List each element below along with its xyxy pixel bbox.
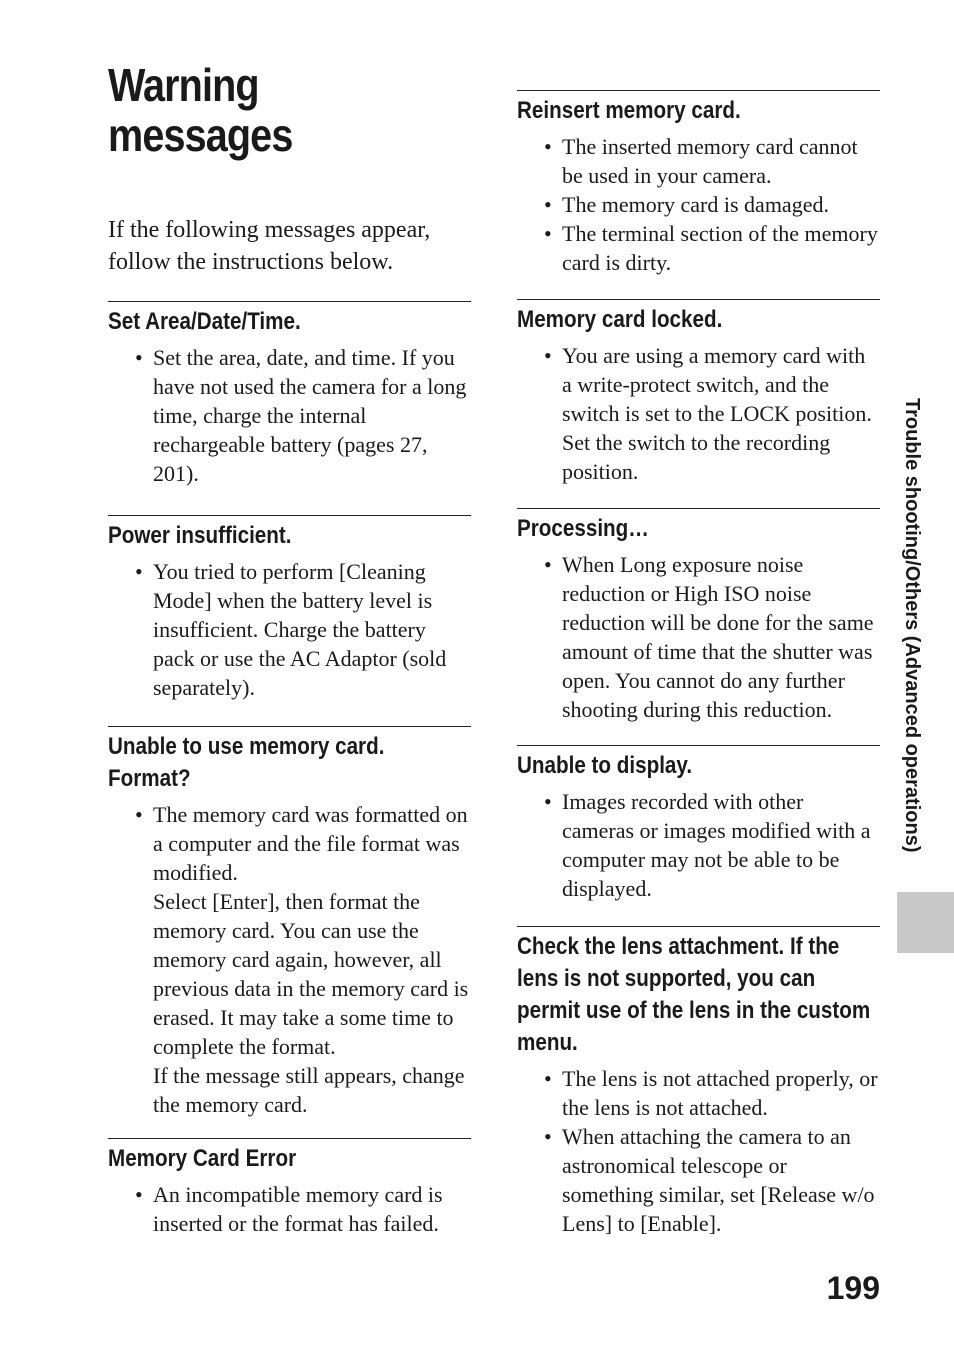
instruction-item [108,1180,471,1238]
instruction-list [108,1180,471,1238]
message-section-processing [517,508,880,724]
message-heading: Unable to display. [517,752,693,779]
instruction-text: You tried to perform [Cleaning Mode] when the battery level is insufficient. Charge the battery pack or use the AC Adaptor (sold separately). [153,559,447,700]
message-section-memory-card-error [108,1138,471,1238]
instruction-text: You are using a memory card with a write-protect switch, and the switch is set to the LOCK position. Set the switch to the recording position. [562,343,872,484]
side-tab-label: Trouble shooting/Others (Advanced operations) [901,398,923,853]
instruction-text: When attaching the camera to an astronomical telescope or something similar, set [Release w/o Lens] to [Enable]. [562,1124,875,1236]
instruction-list [108,800,471,1119]
bullet-icon: • [135,559,143,584]
left-column [108,301,471,1238]
instruction-item [517,341,880,486]
instruction-text: When Long exposure noise reduction or High ISO noise reduction will be done for the same amount of time that the shutter was open. You cannot do any further shooting during this reduction. [562,552,874,722]
instruction-text: The memory card is damaged. [562,192,829,217]
instruction-text: The memory card was formatted on a computer and the file format was modified. [153,802,468,885]
message-heading: Power insufficient. [108,522,292,549]
section-index-tab [897,892,954,953]
instruction-text: The terminal section of the memory card is dirty. [562,221,878,275]
page-title-line-2: messages [108,109,293,161]
message-section-unable-to-display [517,745,880,903]
message-heading: Processing… [517,515,649,542]
instruction-item [517,219,880,277]
message-heading: Memory card locked. [517,306,723,333]
instruction-item [517,787,880,903]
intro-text: If the following messages appear, follow the instructions below. [108,217,431,275]
instruction-item [517,1064,880,1122]
bullet-icon: • [135,345,143,370]
right-column [517,90,880,1238]
bullet-icon: • [544,192,552,217]
bullet-icon: • [544,221,552,246]
bullet-icon: • [544,552,552,577]
message-heading: Check the lens attachment. If the lens is not supported, you can permit use of the lens in the custom menu. [517,933,871,1056]
instruction-list [108,343,471,488]
instruction-list [517,1064,880,1238]
message-section-check-the-lens-attachment-if-the-lens-is [517,926,880,1238]
page-title-line-1: Warning [108,59,259,111]
message-heading: Set Area/Date/Time. [108,308,301,335]
instruction-item [108,557,471,702]
instruction-text: An incompatible memory card is inserted or the format has failed. [153,1182,443,1236]
instruction-text: The inserted memory card cannot be used in your camera. [562,134,858,188]
message-heading: Reinsert memory card. [517,97,741,124]
bullet-icon: • [135,802,143,827]
instruction-list [517,550,880,724]
instruction-item [517,550,880,724]
bullet-icon: • [544,789,552,814]
instruction-list [517,787,880,903]
bullet-icon: • [544,1124,552,1149]
bullet-icon: • [135,1182,143,1207]
message-section-power-insufficient [108,515,471,702]
instruction-item [517,132,880,190]
page-number: 199 [826,1270,880,1306]
instruction-text: Set the area, date, and time. If you have not used the camera for a long time, charge the internal rechargeable battery (pages 27, 201). [153,345,467,486]
instruction-list [517,341,880,486]
instruction-item [108,343,471,488]
instruction-item [108,800,471,1119]
page-title [108,60,292,160]
instruction-text: Select [Enter], then format the memory card. You can use the memory card again, however, all previous data in the memory card is erased. It may take a some time to complete the format. [153,889,469,1059]
message-heading: Unable to use memory card. Format? [108,733,385,792]
bullet-icon: • [544,134,552,159]
side-tab [886,398,926,868]
message-section-unable-to-use-memory-card-format [108,726,471,1119]
instruction-text: The lens is not attached properly, or the lens is not attached. [562,1066,878,1120]
instruction-list [517,132,880,277]
instruction-item [517,190,880,219]
message-section-set-area-date-time [108,301,471,488]
bullet-icon: • [544,343,552,368]
instruction-text: Images recorded with other cameras or images modified with a computer may not be able to be displayed. [562,789,871,901]
message-section-reinsert-memory-card [517,90,880,277]
message-section-memory-card-locked [517,299,880,486]
instruction-text: If the message still appears, change the memory card. [153,1063,465,1117]
message-heading: Memory Card Error [108,1145,297,1172]
instruction-list [108,557,471,702]
instruction-item [517,1122,880,1238]
bullet-icon: • [544,1066,552,1091]
